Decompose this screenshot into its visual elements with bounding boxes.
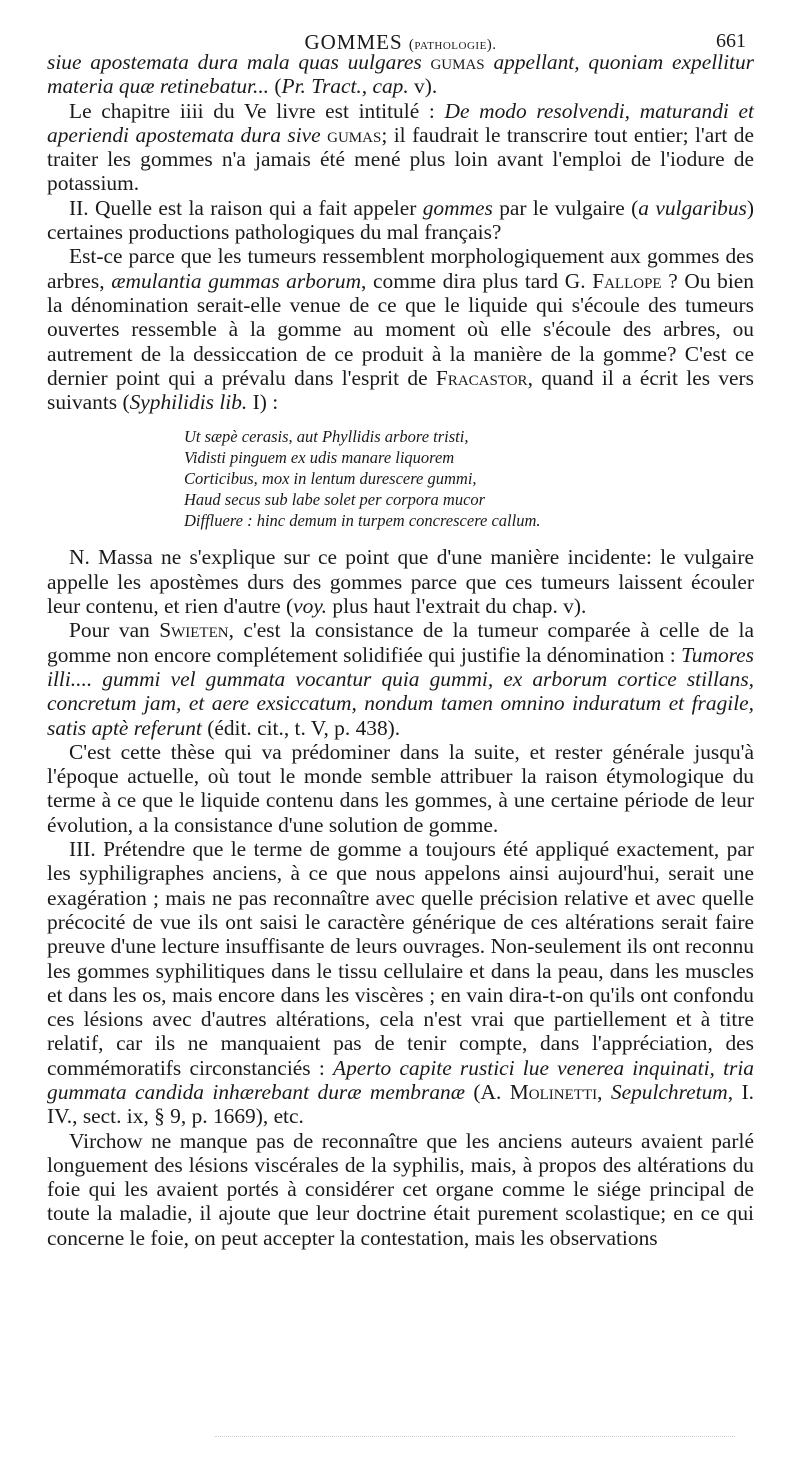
text: III. Prétendre que le terme de gomme a toujours été appliqué exactement, par les syphiligraphes anciens, à ce que nous appelons ainsi aujourd'hui, serait une exagération ; mais ne pas reconnaître avec quelle précision relative et avec quelle précocité de vue ils ont saisi le caractère générique de ces altérations serait faire preuve d'une lecture insuffisante de leurs ouvrages. Non-seulement ils ont reconnu les gommes syphilitiques dans le tissu cellulaire et dans la peau, dans les muscles et dans les os, mais encore dans les viscères ; en vain dira-t-on qu'ils ont confondu ces lésions avec d'autres altérations, cela n'est vrai que partiellement et à titre relatif, car ils ne manquaient pas de tenir compte, dans l'appréciation, des commémoratifs circonstanciés : [47, 837, 754, 1080]
verse-line: Diffluere : hinc demum in turpem concrescere callum. [184, 511, 541, 531]
paragraph-4 [47, 244, 754, 414]
verse-line: Vidisti pinguem ex udis manare liquorem [184, 448, 455, 468]
text: ) certaines productions pathologiques du mal français? [47, 195, 754, 245]
text: I) : [247, 390, 279, 415]
author-name: Swieten [159, 618, 229, 643]
text: C'est cette thèse qui va prédominer dans la suite, et rester générale jusqu'à l'époque actuelle, où tout le monde semble attribuer la raison étymologique du terme à ce que le liquide contenu dans les gommes, à une certaine période de leur évolution, a la consistance d'une solution de gomme. [47, 739, 754, 837]
text: Le chapitre iiii du Ve livre est intitulé : [69, 98, 445, 123]
verse-line: Haud secus sub labe solet per corpora mucor [184, 490, 486, 510]
term: gommes [422, 195, 493, 220]
text: II. Quelle est la raison qui a fait appeler [69, 195, 423, 220]
term: a vulgaribus [638, 195, 747, 220]
latin-title: De modo resolvendi, maturandi et aperiendi apostemata dura sive [47, 98, 754, 147]
bleed-through-rule [215, 1436, 735, 1437]
running-title [47, 30, 754, 55]
text: N. Massa ne s'explique sur ce point que d'une manière incidente: le vulgaire appelle les apostèmes durs des gommes parce que ces tumeurs laissent écouler leur contenu, et rien d'autre ( [47, 545, 754, 619]
latin-quote: siue apostemata dura mala quas uulgares [47, 50, 431, 74]
paragraph-9 [47, 1129, 754, 1250]
author-name: Molinetti [509, 1079, 598, 1104]
latin-phrase: æmulantia gummas arborum [111, 268, 362, 293]
text: plus haut l'extrait du chap. v). [327, 594, 587, 619]
text: , quand il a écrit les vers suivants ( [47, 365, 754, 415]
author-name: Fracastor [435, 365, 528, 390]
text: v). [408, 74, 438, 99]
text: Est-ce parce que les tumeurs ressemblent morphologiquement aux gommes des arbres, [47, 244, 754, 293]
paragraph-8 [47, 837, 754, 1129]
small-caps-term: gumas [327, 122, 382, 147]
paragraph-6 [47, 618, 754, 739]
author-name: Fallope [592, 268, 662, 293]
running-header [47, 0, 754, 54]
text: , [597, 1079, 611, 1104]
citation: Pr. Tract., cap. [281, 74, 409, 99]
text-body [47, 50, 754, 1250]
text: , I. IV., sect. ix, § 9, p. 1669), etc. [47, 1079, 754, 1129]
latin-quote: Aperto capite rustici lue venerea inquinati, tria gummata candida inhærebant duræ membranæ [47, 1055, 754, 1104]
latin-quote: appellant, quoniam expellitur materia quæ retinebatur... [47, 50, 754, 99]
paragraph-5 [47, 545, 754, 618]
verse-line: Ut sæpè cerasis, aut Phyllidis arbore tristi, [184, 427, 469, 447]
text: ; il faudrait le transcrire tout entier; l'art de traiter les gommes n'a jamais été mené plus loin avant l'emploi de l'iodure de potassium. [47, 122, 754, 196]
citation: Sepulchretum [610, 1079, 728, 1104]
text: par le vulgaire ( [492, 195, 639, 220]
abbreviation: voy. [293, 594, 328, 619]
running-title-main: GOMMES [304, 30, 403, 54]
text: (A. [464, 1079, 510, 1104]
paragraph-2 [47, 99, 754, 196]
text: , c'est la consistance de la tumeur comparée à celle de la gomme non encore complétement solidifiée qui justifie la dénomination : [47, 618, 754, 667]
text: (édit. cit., t. V, p. 438). [201, 715, 401, 740]
small-caps-term: gumas [430, 50, 485, 74]
citation: Syphilidis lib. [129, 390, 248, 415]
running-title-sub: (pathologie). [408, 37, 497, 53]
text: , comme dira plus tard G. [361, 268, 593, 293]
text: ( [269, 74, 282, 99]
verse-quote [184, 426, 754, 531]
paragraph-1 [47, 50, 754, 99]
text: Virchow ne manque pas de reconnaître que les anciens auteurs avaient parlé longuement des lésions viscérales de la syphilis, mais, à propos des altérations du foie qui les avaient portés à considérer cet organe comme le siége principal de toute la maladie, il ajoute que leur doctrine était purement scolastique; en ce qui concerne le foie, on peut accepter la contestation, mais les observations [47, 1128, 754, 1250]
page-number: 661 [716, 30, 746, 52]
paragraph-7 [47, 740, 754, 837]
paragraph-3 [47, 196, 754, 245]
latin-quote: Tumores illi.... gummi vel gummata vocantur quia gummi, ex arborum cortice stillans, concretum jam, et aere exsiccatum, nondum tamen omnino induratum et fragile, satis aptè referunt [47, 642, 754, 740]
text: ? Ou bien la dénomination serait-elle venue de ce que le liquide qui s'écoule des tumeurs ouvertes ressemble à la gomme au moment où elle s'écoule des arbres, ou autrement de la dessiccation de ce produit à la manière de la gomme? C'est ce dernier point qui a prévalu dans l'esprit de [47, 268, 754, 390]
verse-line: Corticibus, mox in lentum durescere gummi, [184, 469, 477, 489]
text: Pour van [69, 618, 160, 643]
